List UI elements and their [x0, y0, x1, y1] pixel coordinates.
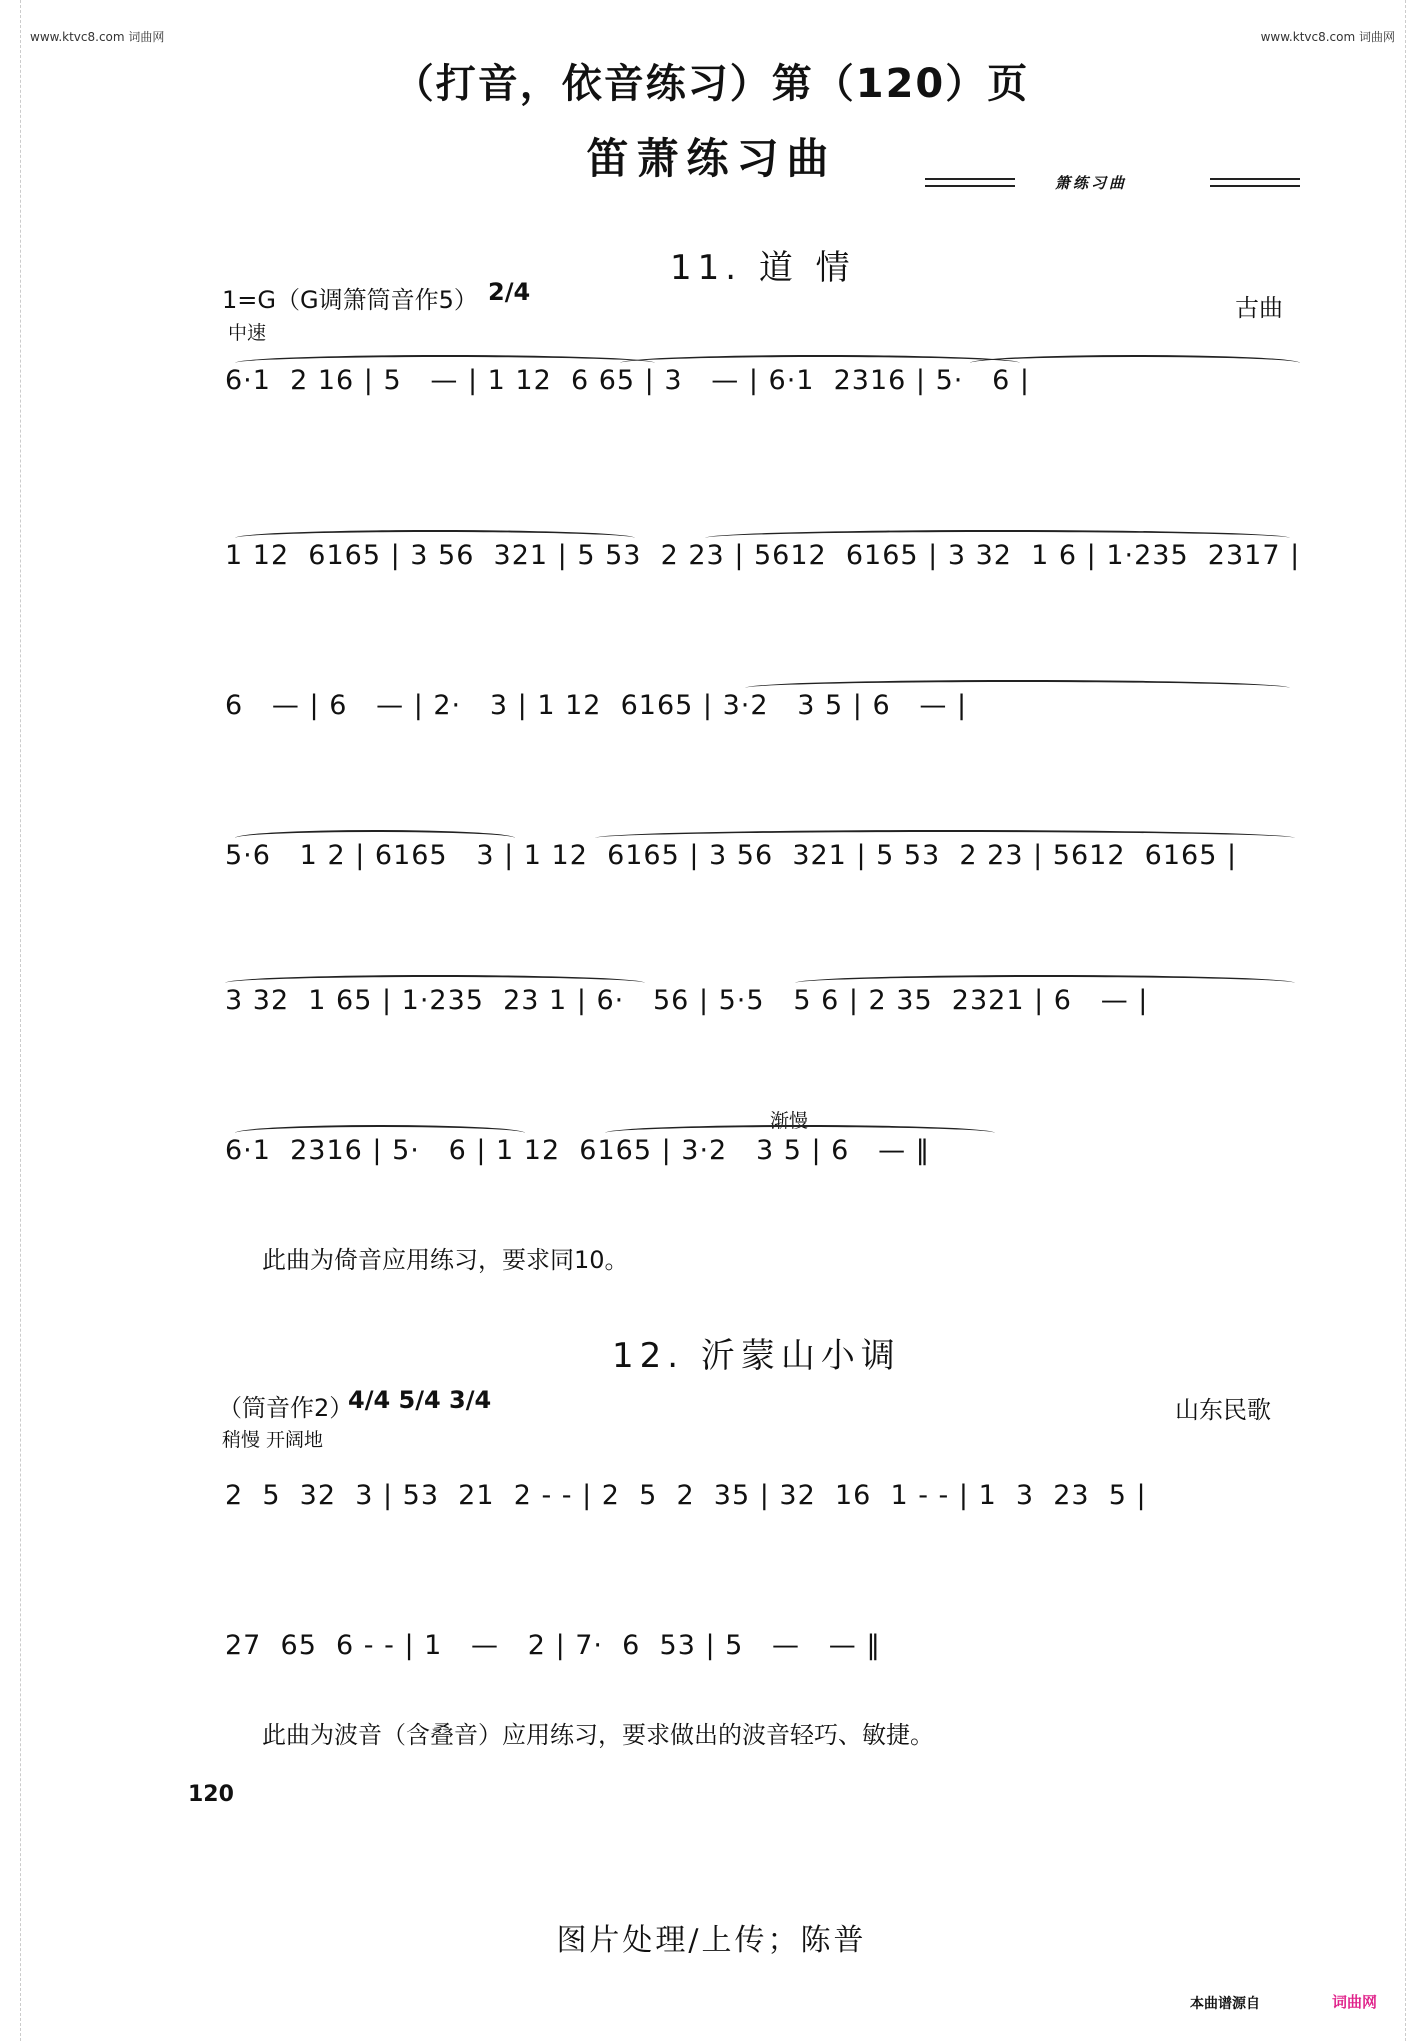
time-signature: 4/4 5/4 3/4: [348, 1386, 492, 1414]
song-title: 11. 道 情: [670, 248, 856, 288]
notation-text: 5·6 1 2 | 6165 3 | 1 12 6165 | 3 56 321 | 5 53 2 23 | 5612 6165 |: [225, 840, 1238, 871]
staff-line: [225, 975, 1300, 1035]
upload-credit: 图片处理/上传；陈普: [556, 1923, 867, 1958]
exercise-note: 此曲为倚音应用练习，要求同10。: [262, 1246, 629, 1274]
tempo-change-mark: 渐慢: [770, 1110, 809, 1132]
song-origin: 古曲: [1235, 294, 1283, 322]
tempo-marking: 中速: [228, 322, 267, 344]
header-rule-left: [925, 178, 1015, 187]
notation-text: 2 5 32 3 | 53 21 2 - - | 2 5 2 35 | 32 16 1 - - | 1 3 23 5 |: [225, 1480, 1147, 1511]
watermark-left: www.ktvc8.com 词曲网: [30, 30, 165, 44]
source-label: 本曲谱源自: [1190, 1996, 1260, 2012]
staff-line: [225, 355, 1300, 415]
notation-text: 6·1 2 16 | 5 — | 1 12 6 65 | 3 — | 6·1 2316 | 5· 6 |: [225, 365, 1030, 396]
header-label: 箫练习曲: [1055, 174, 1128, 192]
staff-line: [225, 1620, 1300, 1680]
song-title: 12. 沂蒙山小调: [612, 1336, 901, 1376]
right-margin-rule: [1405, 0, 1406, 2041]
watermark-right: www.ktvc8.com 词曲网: [1260, 30, 1395, 44]
song-key: 1=G（G调箫筒音作5）: [222, 286, 478, 314]
song-key: （筒音作2）: [218, 1394, 354, 1422]
staff-line: [225, 680, 1300, 740]
left-margin-rule: [20, 0, 21, 2041]
staff-line: [225, 830, 1300, 890]
tempo-marking: 稍慢 开阔地: [222, 1429, 324, 1451]
header-rule-right: [1210, 178, 1300, 187]
book-title: 笛萧练习曲: [586, 134, 837, 183]
song-origin: 山东民歌: [1175, 1396, 1271, 1424]
notation-text: 6·1 2316 | 5· 6 | 1 12 6165 | 3·2 3 5 | 6 — ‖: [225, 1135, 931, 1166]
notation-text: 1 12 6165 | 3 56 321 | 5 53 2 23 | 5612 6165 | 3 32 1 6 | 1·235 2317 |: [225, 540, 1301, 571]
time-signature: 2/4: [488, 278, 531, 306]
exercise-note: 此曲为波音（含叠音）应用练习，要求做出的波音轻巧、敏捷。: [262, 1721, 934, 1749]
staff-line: [225, 1125, 1300, 1185]
staff-line: [225, 1470, 1300, 1530]
notation-text: 27 65 6 - - | 1 — 2 | 7· 6 53 | 5 — — ‖: [225, 1630, 881, 1661]
page-title: （打音，依音练习）第（120）页: [393, 61, 1030, 107]
page-number: 120: [188, 1782, 234, 1807]
notation-text: 6 — | 6 — | 2· 3 | 1 12 6165 | 3·2 3 5 | 6 — |: [225, 690, 968, 721]
staff-line: [225, 530, 1300, 590]
notation-text: 3 32 1 65 | 1·235 23 1 | 6· 56 | 5·5 5 6 | 2 35 2321 | 6 — |: [225, 985, 1149, 1016]
site-logo[interactable]: 词曲网: [1332, 1993, 1378, 2011]
